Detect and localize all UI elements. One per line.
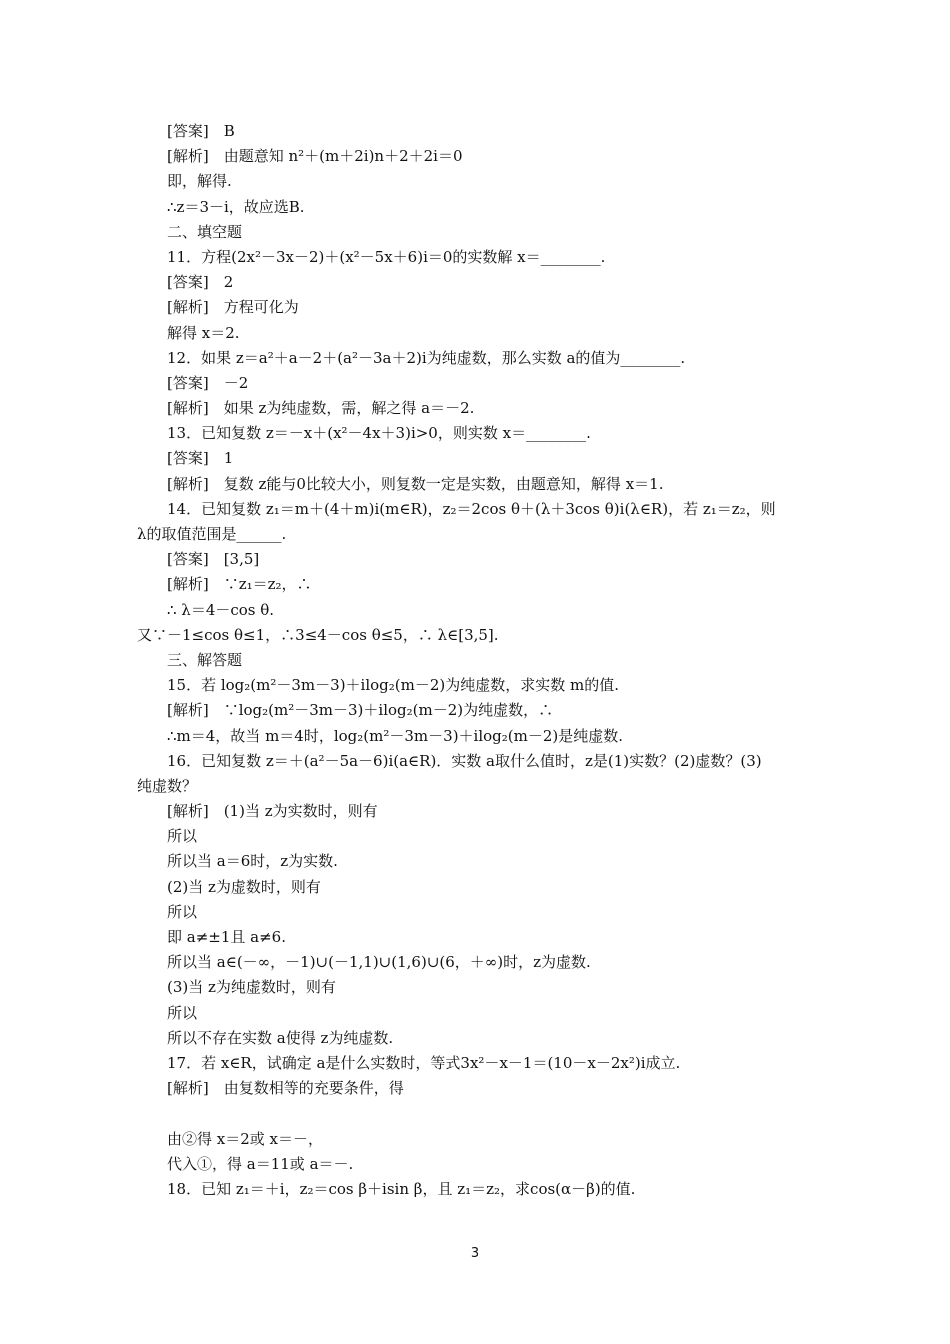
text-line: ∴z＝3－i，故应选B. <box>167 197 305 216</box>
analysis-line: [解析] (1)当 z为实数时，则有 <box>167 802 378 821</box>
text-line: (3)当 z为纯虚数时，则有 <box>167 978 336 997</box>
analysis-line: [解析] 由题意知 n²＋(m＋2i)n＋2＋2i＝0 <box>167 147 463 166</box>
text-line: 即，解得. <box>167 172 232 191</box>
text-line: 又∵－1≤cos θ≤1，∴3≤4－cos θ≤5，∴ λ∈[3,5]. <box>137 625 499 644</box>
answer-line: [答案] －2 <box>167 373 249 392</box>
text-line: 所以不存在实数 a使得 z为纯虚数. <box>167 1028 394 1047</box>
text-line: ∴m＝4，故当 m＝4时，log₂(m²－3m－3)＋ilog₂(m－2)是纯虚数. <box>167 726 624 745</box>
text-line: 所以 <box>167 1003 198 1022</box>
text-line: 所以当 a＝6时，z为实数. <box>167 852 338 871</box>
analysis-line: [解析] 方程可化为 <box>167 298 299 317</box>
answer-line: [答案] B <box>167 122 235 140</box>
question-14-continued: λ的取值范围是______. <box>137 525 287 543</box>
analysis-line: [解析] 复数 z能与0比较大小，则复数一定是实数，由题意知，解得 x＝1. <box>167 474 664 493</box>
answer-line: [答案] [3,5] <box>167 550 260 569</box>
question-16: 16．已知复数 z＝＋(a²－5a－6)i(a∈R)．实数 a取什么值时，z是(1)实数？(2)虚数？(3) <box>167 751 762 770</box>
question-13: 13．已知复数 z＝－x＋(x²－4x＋3)i>0，则实数 x＝________. <box>167 424 591 443</box>
question-17: 17．若 x∈R，试确定 a是什么实数时，等式3x²－x－1＝(10－x－2x²)i成立. <box>167 1053 681 1072</box>
blank-space <box>137 1101 827 1126</box>
text-line: 所以当 a∈(－∞，－1)∪(－1,1)∪(1,6)∪(6，＋∞)时，z为虚数. <box>167 953 591 972</box>
text-line: 解得 x＝2. <box>167 323 240 342</box>
question-14: 14．已知复数 z₁＝m＋(4＋m)i(m∈R)，z₂＝2cos θ＋(λ＋3cos θ)i(λ∈R)，若 z₁＝z₂，则 <box>167 499 776 518</box>
document-body <box>137 119 827 1202</box>
text-line: 即 a≠±1且 a≠6. <box>167 928 286 946</box>
page-number: 3 <box>470 1246 480 1261</box>
question-12: 12．如果 z＝a²＋a－2＋(a²－3a＋2)i为纯虚数，那么实数 a的值为________. <box>167 348 686 367</box>
analysis-line: [解析] ∵log₂(m²－3m－3)＋ilog₂(m－2)为纯虚数，∴ <box>167 701 554 720</box>
analysis-line: [解析] 由复数相等的充要条件，得 <box>167 1079 404 1098</box>
text-line: 所以 <box>167 827 198 846</box>
analysis-line: [解析] ∵z₁＝z₂，∴ <box>167 575 312 594</box>
question-11: 11．方程(2x²－3x－2)＋(x²－5x＋6)i＝0的实数解 x＝________. <box>167 247 606 266</box>
question-15: 15．若 log₂(m²－3m－3)＋ilog₂(m－2)为纯虚数，求实数 m的值. <box>167 676 620 695</box>
text-line: 代入①，得 a＝11或 a＝－. <box>167 1154 354 1173</box>
answer-line: [答案] 1 <box>167 449 234 468</box>
question-16-continued: 纯虚数？ <box>137 776 198 795</box>
text-line: (2)当 z为虚数时，则有 <box>167 877 321 896</box>
question-18: 18．已知 z₁＝＋i，z₂＝cos β＋isin β，且 z₁＝z₂，求cos(α－β)的值. <box>167 1179 636 1198</box>
analysis-line: [解析] 如果 z为纯虚数，需，解之得 a＝－2. <box>167 399 475 418</box>
section-heading: 三、解答题 <box>167 650 243 669</box>
answer-line: [答案] 2 <box>167 273 234 292</box>
text-line: 由②得 x＝2或 x＝－， <box>167 1129 323 1148</box>
text-line: 所以 <box>167 902 198 921</box>
text-line: ∴ λ＝4－cos θ. <box>167 600 275 619</box>
section-heading: 二、填空题 <box>167 222 243 241</box>
